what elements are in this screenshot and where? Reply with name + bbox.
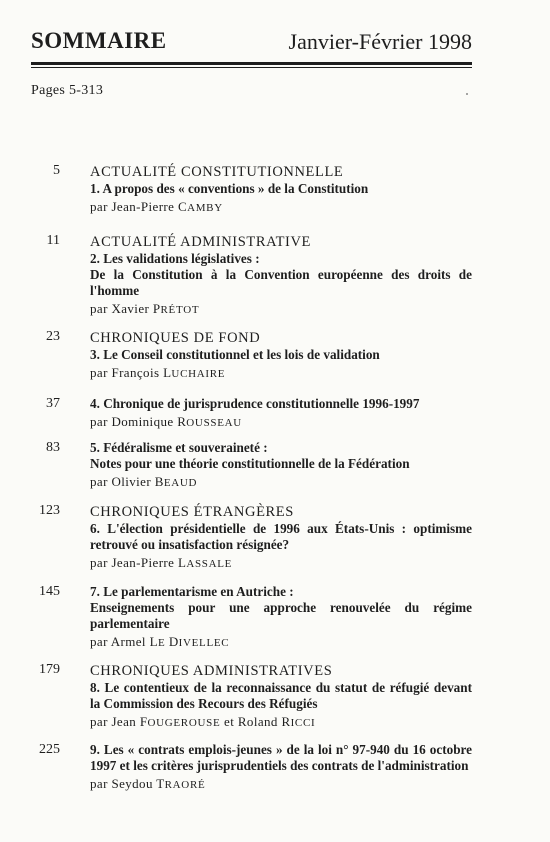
article-author: par Jean-Pierre LASSALE bbox=[90, 555, 233, 570]
article-title[interactable]: 9. Les « contrats emplois-jeunes » de la loi n° 97-940 du 16 octobre 1997 et les critères jurisprudentiels des contrats de l'administration bbox=[90, 742, 472, 773]
header bbox=[31, 28, 472, 58]
article-title[interactable]: 6. L'élection présidentielle de 1996 aux États-Unis : optimisme retrouvé ou insatisfaction résignée? bbox=[90, 521, 472, 552]
article-author: par Jean FOUGEROUSE et Roland RICCI bbox=[90, 714, 316, 729]
page-number: 123 bbox=[39, 503, 60, 518]
article-title[interactable]: 8. Le contentieux de la reconnaissance du statut de réfugié devant la Commission des Recours des Réfugiés bbox=[90, 680, 472, 711]
page-number: 225 bbox=[39, 742, 60, 757]
article-title[interactable]: 5. Fédéralisme et souveraineté : Notes pour une théorie constitutionnelle de la Fédération bbox=[90, 440, 410, 471]
header-rule-thick bbox=[31, 62, 472, 65]
page-number: 179 bbox=[39, 662, 60, 677]
article-title[interactable]: 4. Chronique de jurisprudence constitutionnelle 1996-1997 bbox=[90, 396, 420, 411]
article-author: par Jean-Pierre CAMBY bbox=[90, 199, 223, 214]
page-number: 37 bbox=[46, 396, 60, 411]
page-title: SOMMAIRE bbox=[31, 28, 167, 53]
page-number: 83 bbox=[46, 440, 60, 455]
page-number: 23 bbox=[46, 329, 60, 344]
article-author: par François LUCHAIRE bbox=[90, 365, 226, 380]
page-number: 5 bbox=[53, 163, 60, 178]
section-heading: CHRONIQUES DE FOND bbox=[90, 330, 261, 346]
article-title[interactable]: 2. Les validations législatives : De la Constitution à la Convention européenne des droits de l'homme bbox=[90, 251, 472, 298]
header-rule-thin bbox=[31, 67, 472, 68]
issue-date: Janvier-Février 1998 bbox=[288, 29, 472, 54]
article-title[interactable]: 7. Le parlementarisme en Autriche : Enseignements pour une approche renouvelée du régime parlementaire bbox=[90, 584, 472, 631]
article-author: par Xavier PRÉTOT bbox=[90, 301, 200, 316]
page-number: 11 bbox=[46, 233, 60, 248]
article-author: par Armel LE DIVELLEC bbox=[90, 634, 230, 649]
section-heading: CHRONIQUES ADMINISTRATIVES bbox=[90, 663, 333, 679]
section-heading: CHRONIQUES ÉTRANGÈRES bbox=[90, 504, 294, 520]
page-range: Pages 5-313 bbox=[31, 83, 104, 98]
page-number: 145 bbox=[39, 584, 60, 599]
paper-speck bbox=[466, 93, 468, 95]
section-heading: ACTUALITÉ CONSTITUTIONNELLE bbox=[90, 164, 344, 180]
article-author: par Seydou TRAORÉ bbox=[90, 776, 206, 791]
article-title[interactable]: 1. A propos des « conventions » de la Constitution bbox=[90, 181, 369, 196]
section-heading: ACTUALITÉ ADMINISTRATIVE bbox=[90, 234, 312, 250]
article-author: par Olivier BEAUD bbox=[90, 474, 198, 489]
article-title[interactable]: 3. Le Conseil constitutionnel et les lois de validation bbox=[90, 347, 380, 362]
article-author: par Dominique ROUSSEAU bbox=[90, 414, 242, 429]
